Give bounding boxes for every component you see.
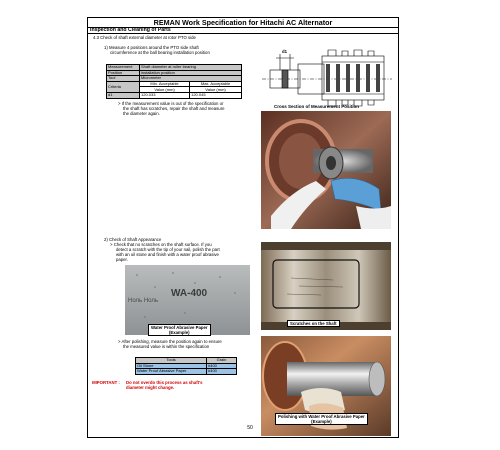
note2-line2: the measured value is within the specification bbox=[123, 344, 210, 349]
polishing-caption-line1: Polishing with Water Proof Abrasive Paper bbox=[278, 414, 365, 419]
note2-line1: > After polishing, measure the position again to ensure bbox=[118, 339, 222, 344]
scratched-shaft-photo bbox=[261, 242, 391, 330]
tools-row2-tool: Water Proof Abrasive Paper bbox=[136, 369, 207, 375]
abrasive-paper-caption-line2: (Example) bbox=[168, 330, 190, 335]
tools-header-tools: Tools bbox=[136, 358, 207, 364]
diagram-d1-label: d1 bbox=[282, 49, 288, 54]
note1-line1: > If the measurement value is out of the specification or bbox=[118, 101, 224, 106]
polishing-caption-line2: (Example) bbox=[311, 419, 332, 424]
page-number: 50 bbox=[247, 425, 253, 431]
tools-row1-grain: #400 bbox=[207, 363, 237, 369]
meas-min-value: 120.033 bbox=[140, 92, 190, 98]
scratches-caption: Scratches on the Shaft bbox=[287, 320, 340, 327]
measurement-table bbox=[106, 64, 242, 99]
meas-value-measurement: Shaft diameter at roller bearing bbox=[140, 65, 242, 71]
tools-header-grain: Grain bbox=[207, 358, 237, 364]
tools-table bbox=[135, 357, 237, 375]
meas-max-value: 120.045 bbox=[190, 92, 242, 98]
meas-min-unit: Value (mm) bbox=[140, 87, 190, 93]
abrasive-paper-print: WA-400 bbox=[171, 288, 208, 299]
polishing-caption bbox=[275, 413, 368, 425]
meas-min-label: Min. Acceptable bbox=[140, 81, 190, 87]
step-4-3-heading: 4.3 Check of shaft external diameter at rotor PTO side bbox=[93, 35, 196, 40]
step2-line3: detect a scratch with the tip of your nail, polish the part bbox=[116, 247, 220, 252]
step1-line2: circumference at the ball bearing installation position bbox=[110, 50, 210, 55]
meas-value-position: installation position bbox=[140, 70, 242, 76]
micrometer-photo bbox=[261, 111, 391, 229]
step2-line2: > Check that no scratches on the shaft surface. If you bbox=[110, 242, 212, 247]
meas-max-unit: Value (mm) bbox=[190, 87, 242, 93]
meas-label-d1: d1 bbox=[107, 92, 140, 98]
step2-line1: 2) Check of Shaft Appearance bbox=[104, 237, 162, 242]
step1-line1: 1) Measure 4 positions around the PTO side shaft bbox=[104, 45, 199, 50]
meas-label-measurement: Measurement bbox=[107, 65, 140, 71]
meas-max-label: Max. Acceptable bbox=[190, 81, 242, 87]
important-line2: diameter might change. bbox=[126, 385, 175, 390]
note1-line3: the diameter again. bbox=[123, 111, 160, 116]
meas-label-criteria: Criteria bbox=[107, 81, 140, 92]
spec-page bbox=[87, 17, 399, 438]
diagram-caption: Cross Section of Measurement Position bbox=[274, 104, 360, 109]
step2-line5: paper. bbox=[116, 257, 128, 262]
abrasive-paper-caption bbox=[148, 324, 211, 336]
step2-line4: with an oil stone and finish with a water proof abrasive bbox=[116, 252, 219, 257]
important-line1: Do not overdo this process as shaft's bbox=[126, 380, 203, 385]
cross-section-diagram bbox=[256, 48, 394, 110]
important-label: IMPORTANT : bbox=[92, 380, 120, 385]
svg-text:Ноль Ноль: Ноль Ноль bbox=[128, 298, 158, 304]
meas-label-tool: Tool bbox=[107, 76, 140, 82]
page-title: REMAN Work Specification for Hitachi AC Alternator bbox=[153, 18, 333, 27]
section-heading: Inspection and Cleaning of Parts bbox=[88, 27, 398, 34]
tools-row2-grain: #400 bbox=[207, 369, 237, 375]
meas-value-tool: Micrometer bbox=[140, 76, 242, 82]
note1-line2: the shaft has scratches, repair the shaft and measure bbox=[123, 106, 225, 111]
abrasive-paper-caption-line1: Water Proof Abrasive Paper bbox=[151, 325, 208, 330]
meas-label-position: Position bbox=[107, 70, 140, 76]
tools-row1-tool: Oil Stone bbox=[136, 363, 207, 369]
table-row bbox=[136, 369, 237, 375]
